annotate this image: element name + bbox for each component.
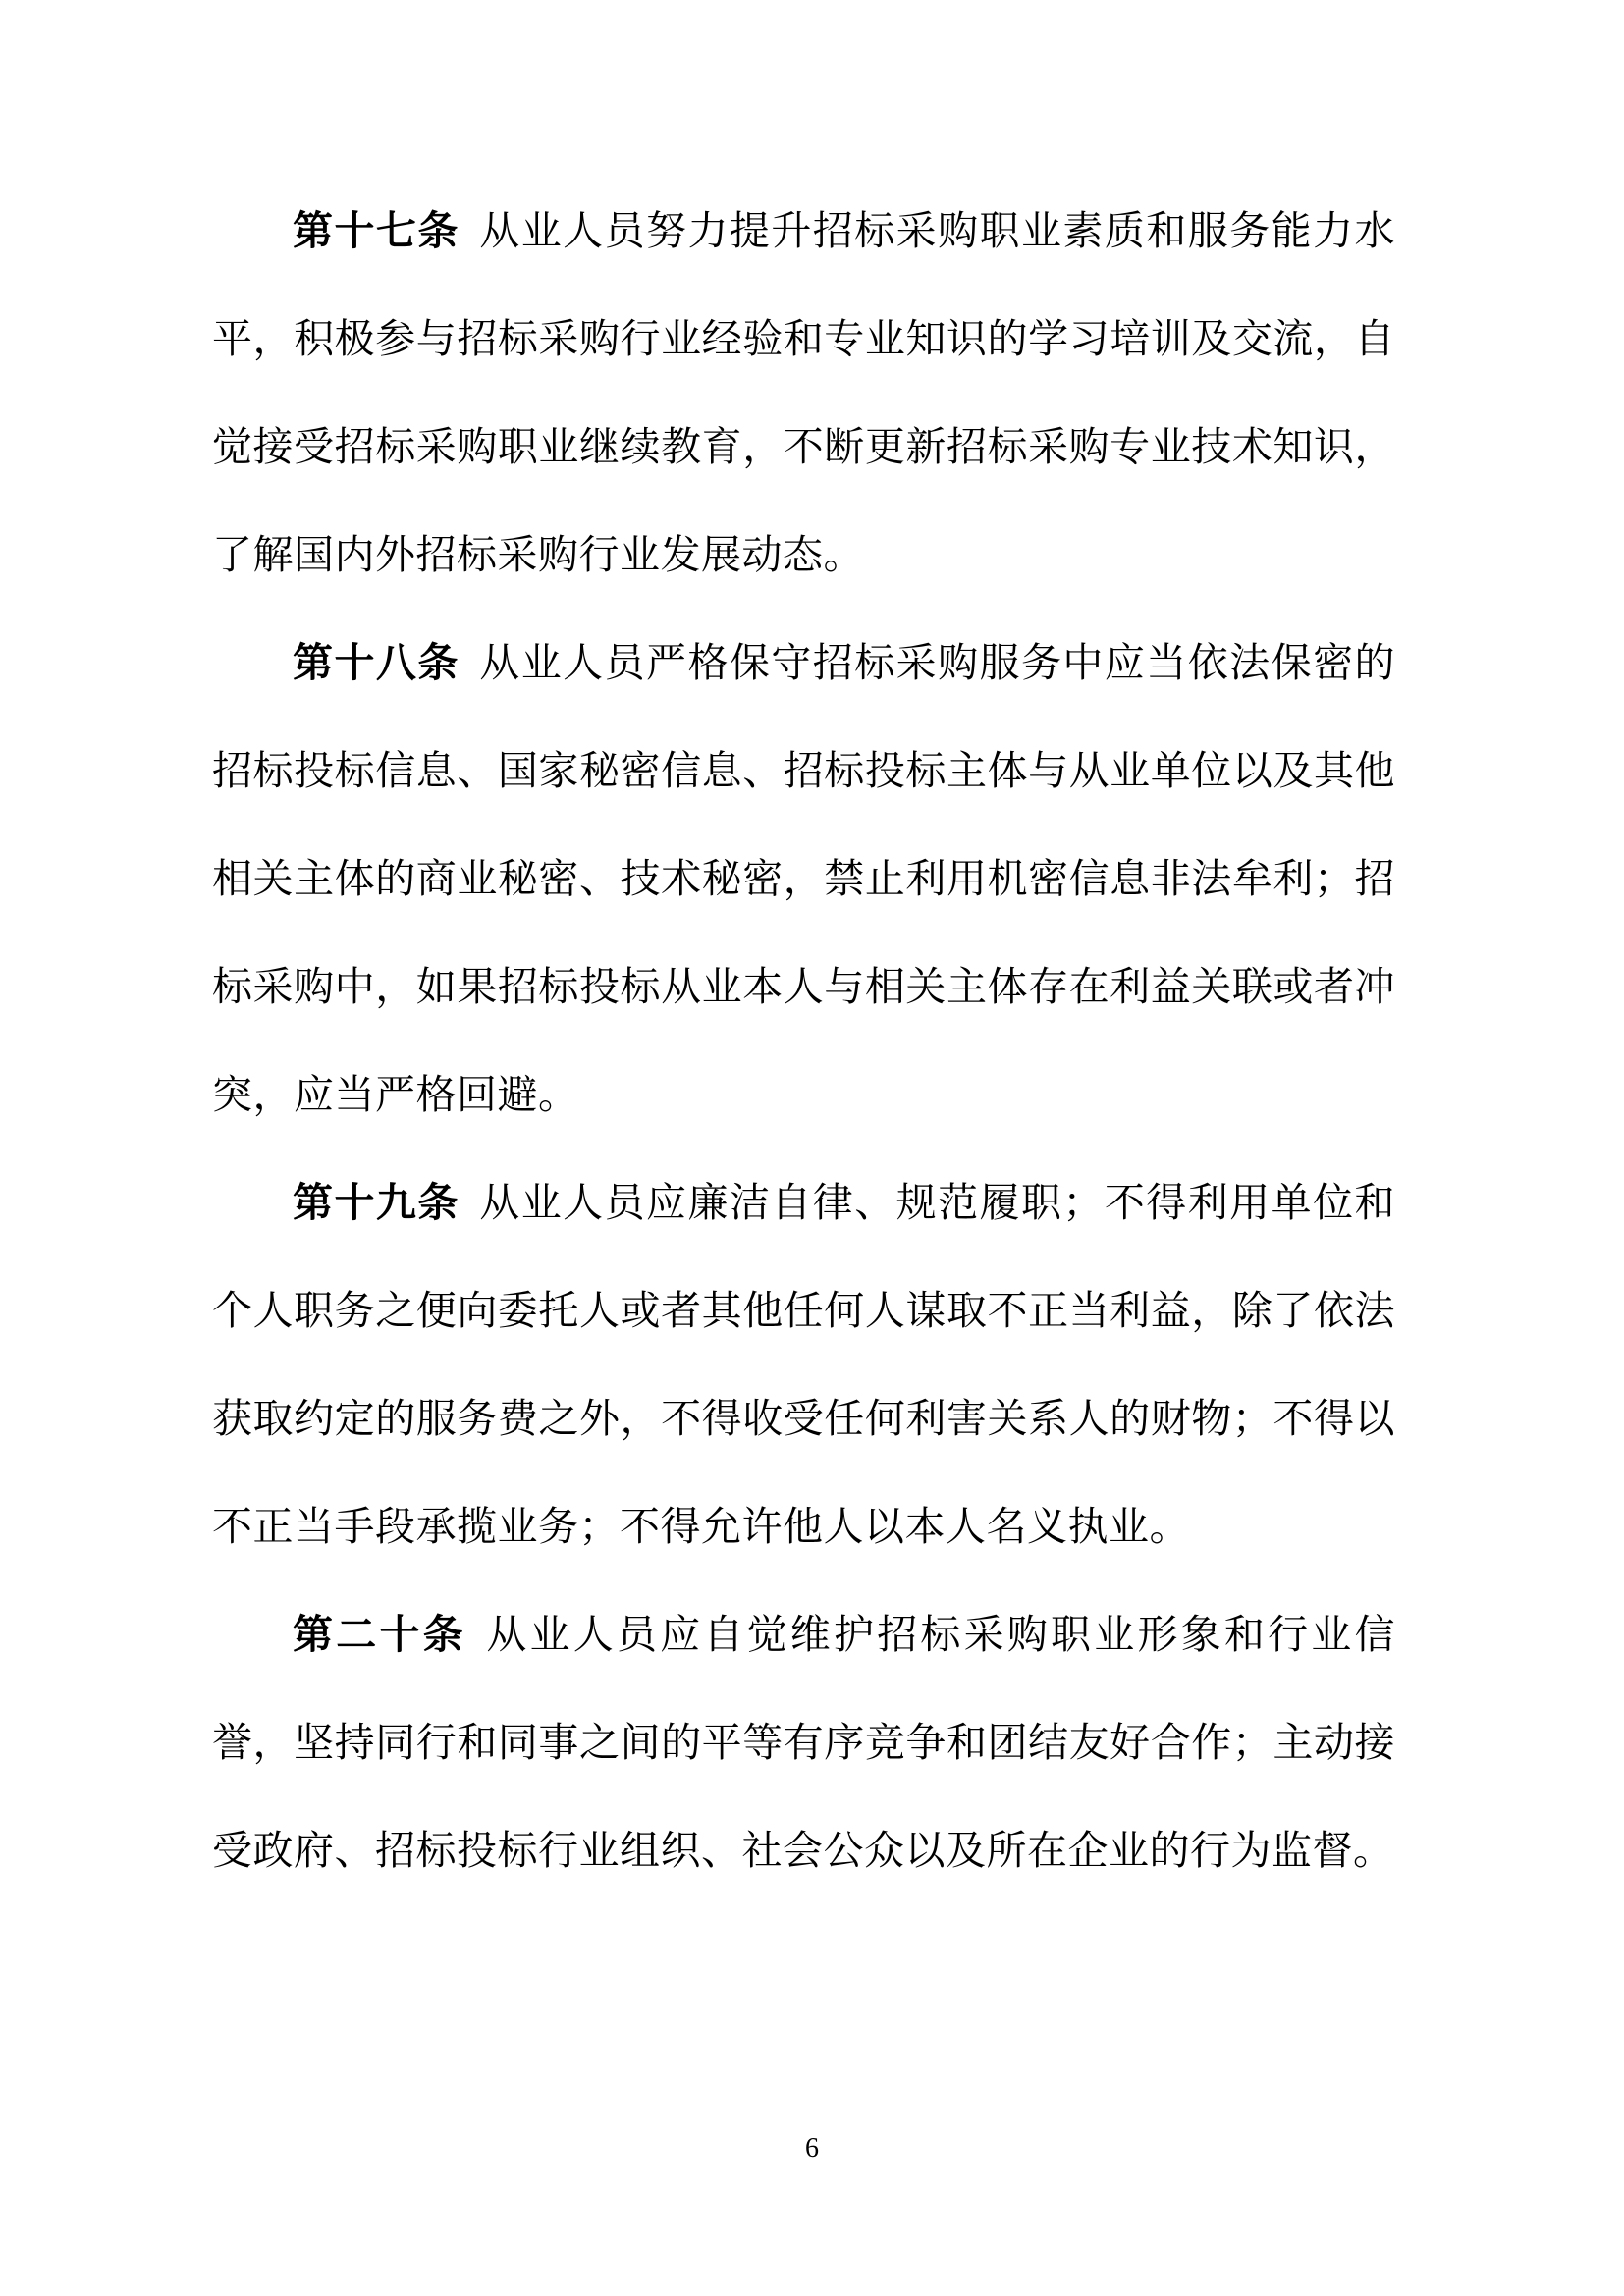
article-20-body: 从业人员应自觉维护招标采购职业形象和行业信誉，坚持同行和同事之间的平等有序竞争和团结友好合作；主动接受政府、招标投标行业组织、社会公众以及所在企业的行为监督。 [212,1612,1396,1873]
article-19-body: 从业人员应廉洁自律、规范履职；不得利用单位和个人职务之便向委托人或者其他任何人谋取不正当利益，除了依法获取约定的服务费之外，不得收受任何利害关系人的财物；不得以不正当手段承揽业务；不得允许他人以本人名义执业。 [212,1180,1396,1549]
page-footer [0,2132,1624,2165]
paragraph-article-18 [212,609,1395,1148]
article-19-heading: 第十九条 [293,1180,460,1225]
paragraph-article-17 [212,177,1395,609]
article-20-heading: 第二十条 [293,1612,466,1657]
page-number: 6 [805,2133,819,2163]
paragraph-article-19 [212,1148,1395,1580]
document-body [212,177,1395,1904]
article-18-body: 从业人员严格保守招标采购服务中应当依法保密的招标投标信息、国家秘密信息、招标投标主体与从业单位以及其他相关主体的商业秘密、技术秘密，禁止利用机密信息非法牟利；招标采购中，如果招标投标从业本人与相关主体存在利益关联或者冲突，应当严格回避。 [212,640,1396,1117]
article-17-body: 从业人员努力提升招标采购职业素质和服务能力水平，积极参与招标采购行业经验和专业知识的学习培训及交流，自觉接受招标采购职业继续教育，不断更新招标采购专业技术知识，了解国内外招标采购行业发展动态。 [212,208,1396,577]
article-17-heading: 第十七条 [293,208,460,253]
paragraph-article-20 [212,1580,1395,1904]
article-18-heading: 第十八条 [293,640,460,685]
